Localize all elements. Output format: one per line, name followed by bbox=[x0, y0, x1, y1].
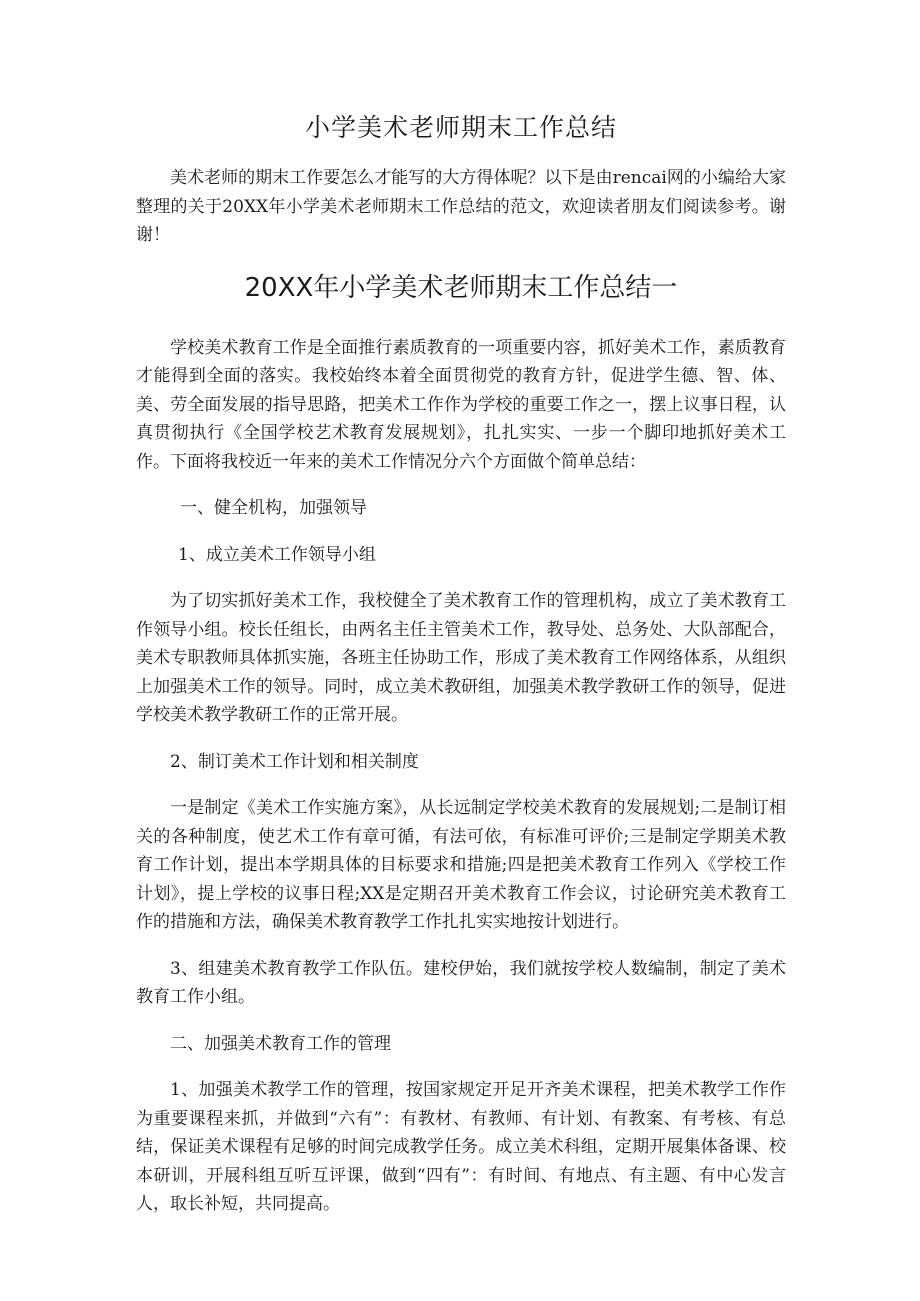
document-page bbox=[136, 108, 786, 1237]
paragraph-team: 3、组建美术教育教学工作队伍。建校伊始，我们就按学校人数编制，制定了美术教育工作小组。 bbox=[136, 958, 786, 1007]
paragraph-plans: 一是制定《美术工作实施方案》，从长远制定学校美术教育的发展规划;二是制订相关的各种制度，使艺术工作有章可循，有法可依，有标准可评价;三是制定学期美术教育工作计划，提出本学期具体的目标要求和措施;四是把美术教育工作列入《学校工作计划》，提上学校的议事日程;XX是定期召开美术教育工作会议，讨论研究美术教育工作的措施和方法，确保美术教育教学工作扎扎实实地按计划进行。 bbox=[136, 798, 786, 932]
heading-section-2: 二、加强美术教育工作的管理 bbox=[170, 1033, 391, 1054]
heading-item-1-1: 1、成立美术工作领导小组 bbox=[178, 544, 376, 565]
paragraph-overview: 学校美术教育工作是全面推行素质教育的一项重要内容，抓好美术工作，素质教育才能得到全面的落实。我校始终本着全面贯彻党的教育方针，促进学生德、智、体、美、劳全面发展的指导思路，把美术工作作为学校的重要工作之一，摆上议事日程，认真贯彻执行《全国学校艺术教育发展规划》，扎扎实实、一步一个脚印地抓好美术工作。下面将我校近一年来的美术工作情况分六个方面做个简单总结： bbox=[136, 337, 786, 472]
heading-item-1-2: 2、制订美术工作计划和相关制度 bbox=[170, 751, 419, 772]
paragraph-leadership-group: 为了切实抓好美术工作，我校健全了美术教育工作的管理机构，成立了美术教育工作领导小组。校长任组长，由两名主任主管美术工作，教导处、总务处、大队部配合，美术专职教师具体抓实施，各班主任协助工作，形成了美术教育工作网络体系，从组织上加强美术工作的领导。同时，成立美术教研组，加强美术教学教研工作的领导，促进学校美术教学教研工作的正常开展。 bbox=[136, 591, 786, 725]
section-subtitle: 20XX年小学美术老师期末工作总结一 bbox=[244, 272, 678, 303]
heading-section-1: 一、健全机构，加强领导 bbox=[180, 498, 367, 518]
paragraph-teaching-management: 1、加强美术教学工作的管理，按国家规定开足开齐美术课程，把美术教学工作作为重要课程来抓，并做到“六有”：有教材、有教师、有计划、有教案、有考核、有总结，保证美术课程有足够的时间完成教学任务。成立美术科组，定期开展集体备课、校本研训，开展科组互听互评课，做到“四有”：有时间、有地点、有主题、有中心发言人，取长补短，共同提高。 bbox=[136, 1080, 786, 1214]
intro-paragraph: 美术老师的期末工作要怎么才能写的大方得体呢？以下是由rencai网的小编给大家整理的关于20XX年小学美术老师期末工作总结的范文，欢迎读者朋友们阅读参考。谢谢！ bbox=[136, 168, 786, 245]
document-title: 小学美术老师期末工作总结 bbox=[304, 113, 617, 142]
